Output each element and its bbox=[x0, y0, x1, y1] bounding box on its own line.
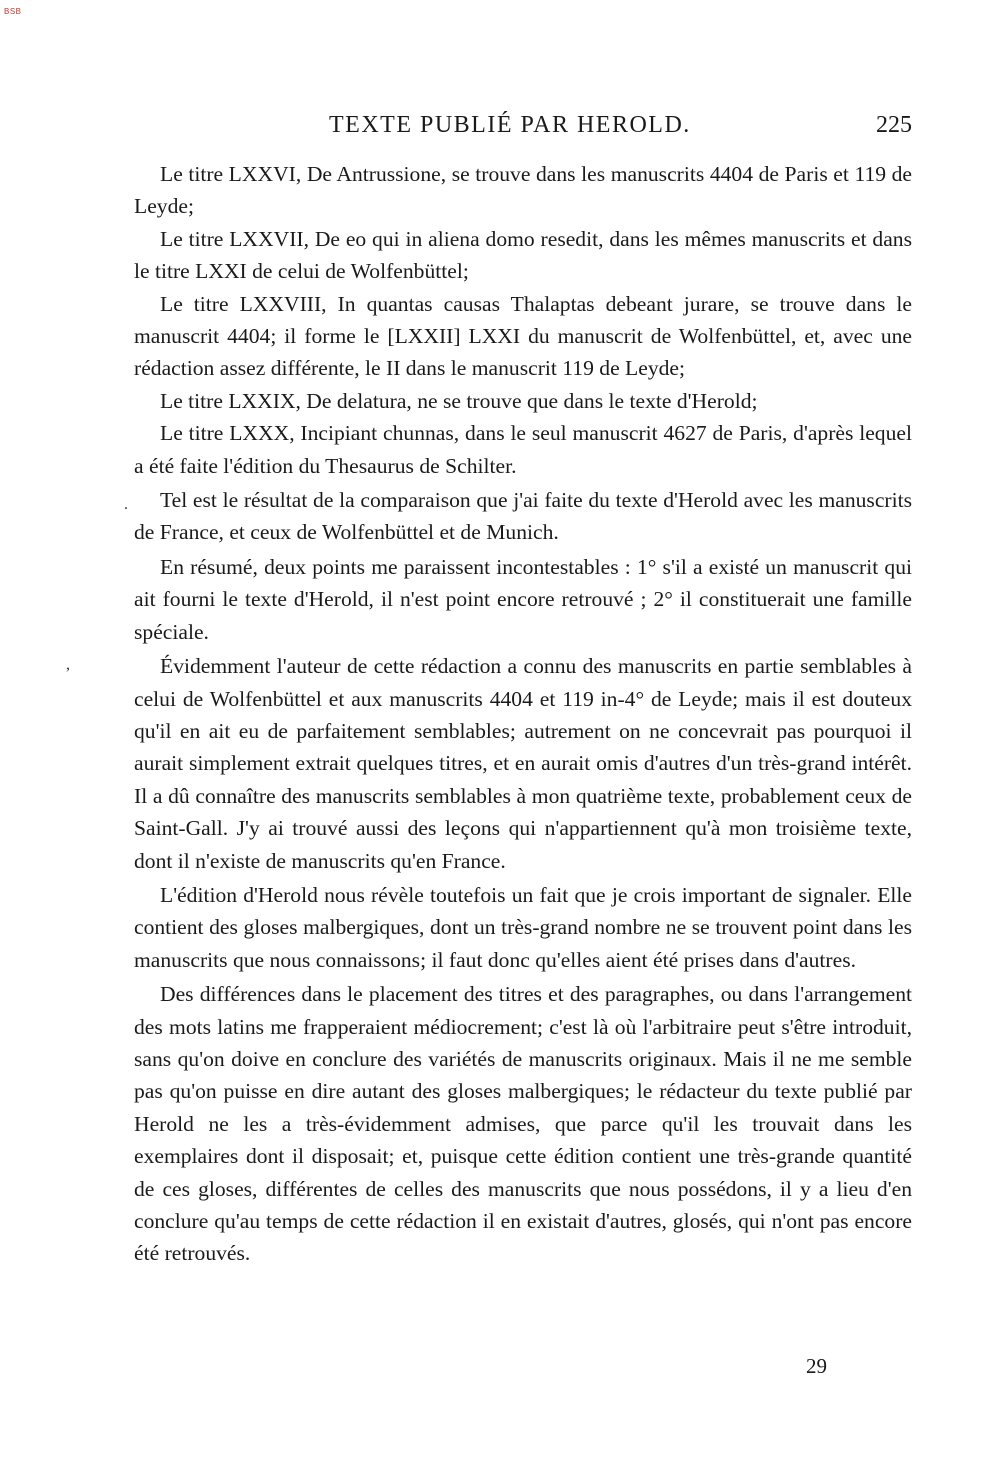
paragraph: L'édition d'Herold nous révèle toutefois un fait que je crois important de signaler. Elle contient des gloses malbergiques, dont un très-grand nombre ne se trouvent point dans les manuscrits que nous connaissons; il faut donc qu'elles aient été prises dans d'autres. bbox=[134, 882, 912, 972]
paragraph: Évidemment l'auteur de cette rédaction a connu des manuscrits en partie semblables à celui de Wolfenbüttel et aux manuscrits 4404 et 119 in-4° de Leyde; mais il est douteux qu'il en ait eu de parfaitement semblables; autrement on ne concevrait pas pourquoi il aurait simplement extrait quelques titres, et en aurait omis d'autres d'un très-grand intérêt. Il a dû connaître des manuscrits semblables à mon quatrième texte, probablement ceux de Saint-Gall. J'y ai trouvé aussi des leçons qui n'appartiennent qu'à mon troisième texte, dont il n'existe de manuscrits qu'en France. bbox=[134, 654, 912, 873]
paragraph: Des différences dans le placement des titres et des paragraphes, ou dans l'arrangement des mots latins me frapperaient médiocrement; c'est là où l'arbitraire peut s'être introduit, sans qu'on doive en conclure des variétés de manuscrits originaux. Mais il ne me semble pas qu'on puisse en dire autant des gloses malbergiques; le rédacteur du texte publié par Herold ne les a très-évidemment admises, que parce qu'il les trouvait dans les exemplaires dont il disposait; et, puisque cette édition contient une très-grande quantité de ces gloses, différentes de celles des manuscrits que nous possédons, il y a lieu d'en conclure qu'au temps de cette rédaction il en existait d'autres, glosés, qui n'ont pas encore été retrouvés. bbox=[134, 982, 912, 1266]
signature-mark: 29 bbox=[806, 1354, 827, 1378]
page-number: 225 bbox=[876, 112, 912, 138]
paragraph: En résumé, deux points me paraissent incontestables : 1° s'il a existé un manuscrit qui ait fourni le texte d'Herold, il n'est point encore retrouvé ; 2° il constituerait une famille spéciale. bbox=[134, 554, 912, 644]
paragraph: Le titre LXXVII, De eo qui in aliena domo resedit, dans les mêmes manuscrits et dans le titre LXXI de celui de Wolfenbüttel; bbox=[134, 226, 912, 284]
running-title: TEXTE PUBLIÉ PAR HEROLD. bbox=[329, 112, 691, 138]
paragraph: Le titre LXXX, Incipiant chunnas, dans le seul manuscrit 4627 de Paris, d'après lequel a été faite l'édition du Thesaurus de Schilter. bbox=[134, 421, 912, 478]
stray-mark: . bbox=[124, 496, 128, 513]
paragraph: Le titre LXXIX, De delatura, ne se trouve que dans le texte d'Herold; bbox=[160, 388, 758, 413]
stray-mark: , bbox=[66, 656, 70, 673]
library-stamp: BSB bbox=[4, 7, 22, 16]
paragraph: Le titre LXXVI, De Antrussione, se trouve dans les manuscrits 4404 de Paris et 119 de Leyde; bbox=[134, 162, 912, 219]
page-header bbox=[134, 112, 914, 146]
paragraph: Le titre LXXVIII, In quantas causas Thalaptas debeant jurare, se trouve dans le manuscrit 4404; il forme le [LXXII] LXXI du manuscrit de Wolfenbüttel, et, avec une rédaction assez différente, le II dans le manuscrit 119 de Leyde; bbox=[134, 291, 912, 381]
paragraph: Tel est le résultat de la comparaison que j'ai faite du texte d'Herold avec les manuscrits de France, et ceux de Wolfenbüttel et de Munich. bbox=[134, 488, 912, 545]
body-text bbox=[134, 158, 912, 1270]
